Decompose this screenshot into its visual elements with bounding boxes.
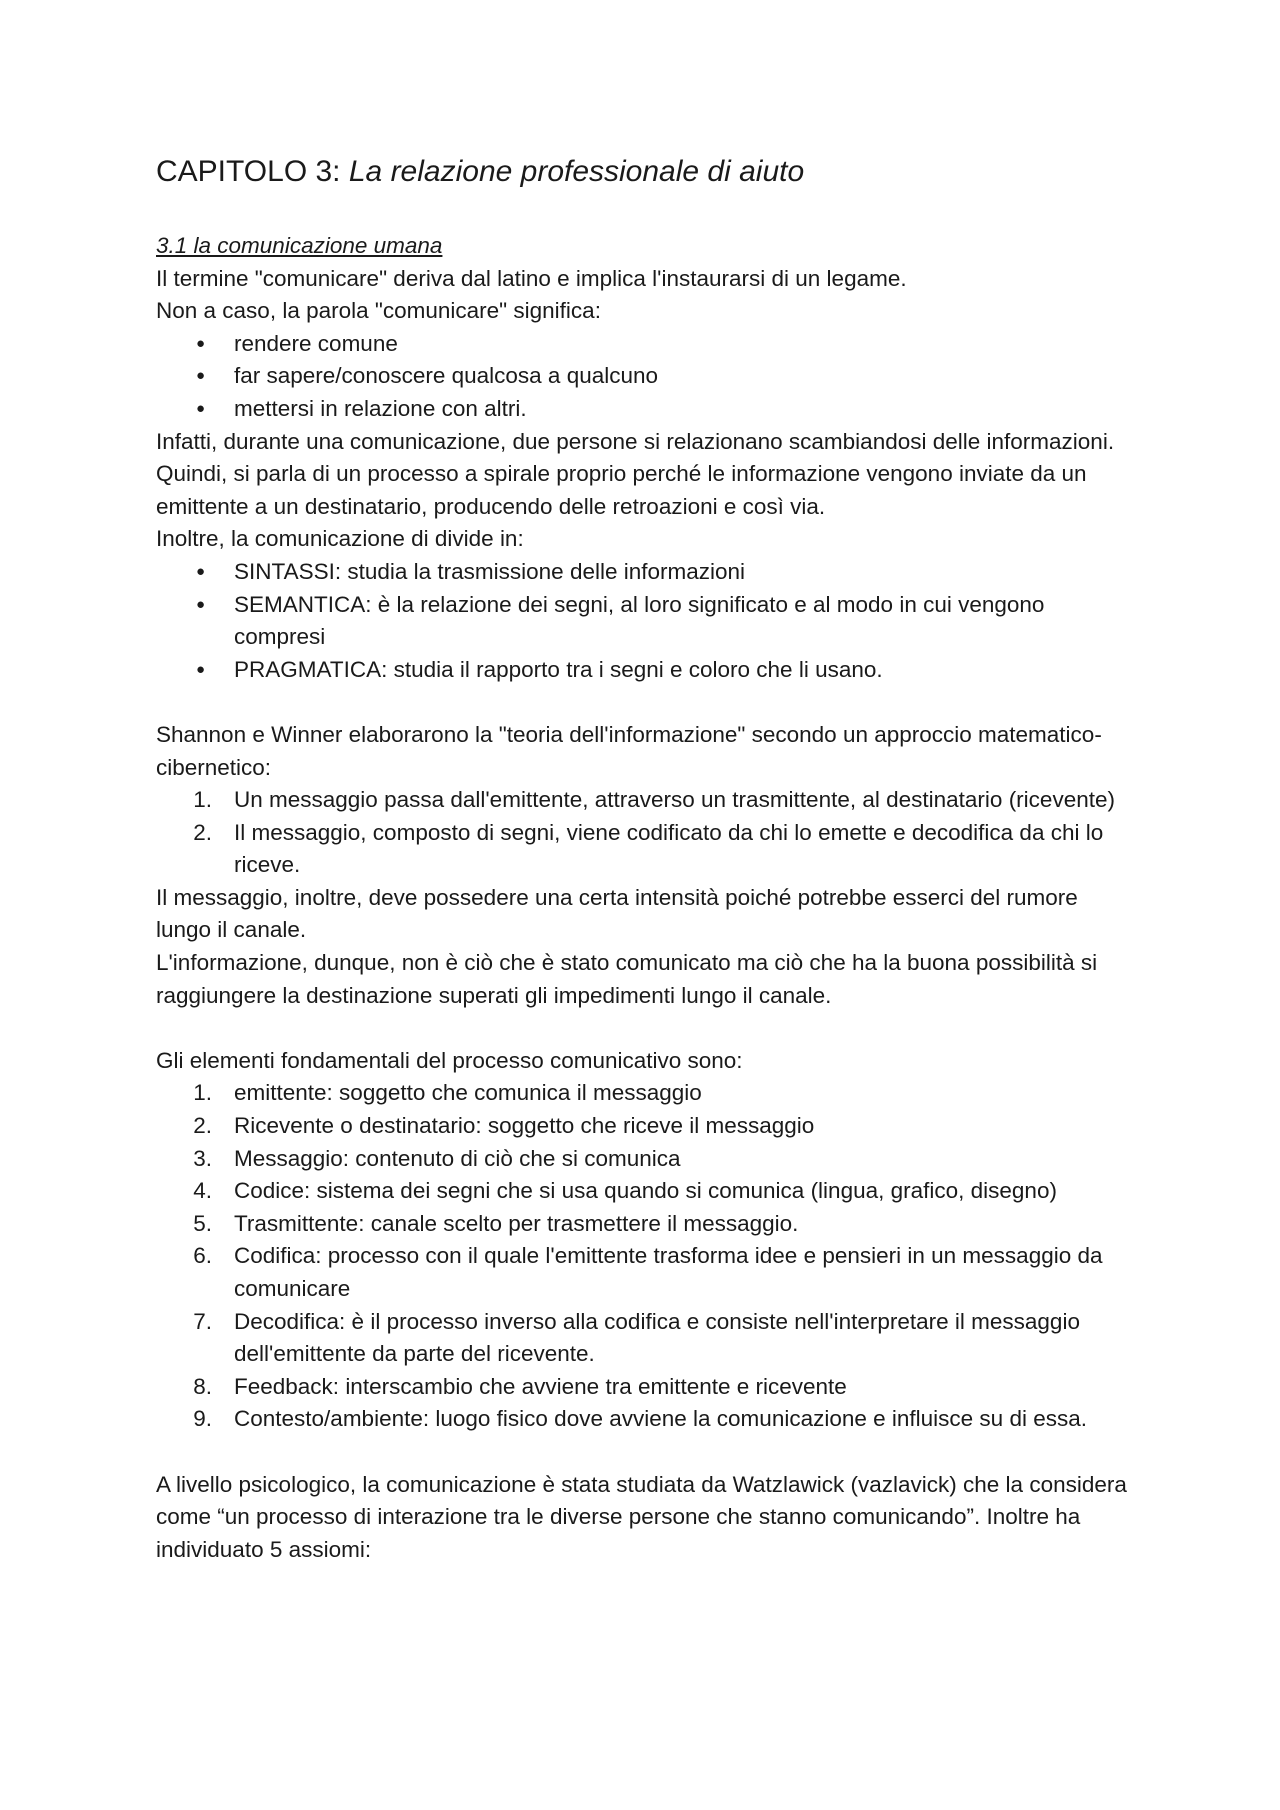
list-number: 1. <box>193 787 212 813</box>
list-number: 3. <box>193 1145 212 1171</box>
bullet-list-divisions <box>156 556 1136 686</box>
paragraph: Gli elementi fondamentali del processo comunicativo sono: <box>156 1047 743 1073</box>
list-item: 5. Trasmittente: canale scelto per trasmettere il messaggio. <box>156 1208 1136 1241</box>
list-number: 7. <box>193 1308 212 1334</box>
list-item: 2. Il messaggio, composto di segni, viene codificato da chi lo emette e decodifica da chi lo riceve. <box>156 817 1136 882</box>
list-number: 2. <box>193 1113 212 1139</box>
chapter-title <box>156 152 1136 192</box>
list-number: 4. <box>193 1178 212 1204</box>
bullet-icon: ● <box>196 367 206 385</box>
paragraph: Il termine "comunicare" deriva dal latino e implica l'instaurarsi di un legame. <box>156 265 907 291</box>
list-item: 6. Codifica: processo con il quale l'emittente trasforma idee e pensieri in un messaggio da comunicare <box>156 1240 1136 1305</box>
bullet-icon: ● <box>196 562 206 580</box>
list-number: 5. <box>193 1210 212 1236</box>
paragraph: L'informazione, dunque, non è ciò che è stato comunicato ma ciò che ha la buona possibilità si raggiungere la destinazione superati gli impedimenti lungo il canale. <box>156 950 1098 1008</box>
bullet-list-meanings <box>156 328 1136 426</box>
list-item: ● far sapere/conoscere qualcosa a qualcuno <box>156 360 1136 393</box>
spacer <box>156 1012 1136 1045</box>
spacer <box>156 1436 1136 1469</box>
numbered-list-shannon <box>156 784 1136 882</box>
list-item: 2. Ricevente o destinatario: soggetto che riceve il messaggio <box>156 1110 1136 1143</box>
bullet-icon: ● <box>196 399 206 417</box>
chapter-title-prefix: CAPITOLO 3: <box>156 155 349 188</box>
list-item: ● SINTASSI: studia la trasmissione delle informazioni <box>156 556 1136 589</box>
list-item: 1. Un messaggio passa dall'emittente, attraverso un trasmittente, al destinatario (ricevente) <box>156 784 1136 817</box>
list-number: 2. <box>193 819 212 845</box>
list-item: 8. Feedback: interscambio che avviene tra emittente e ricevente <box>156 1371 1136 1404</box>
list-item: 3. Messaggio: contenuto di ciò che si comunica <box>156 1143 1136 1176</box>
bullet-icon: ● <box>196 660 206 678</box>
document-page <box>156 152 1136 1566</box>
list-item: 9. Contesto/ambiente: luogo fisico dove avviene la comunicazione e influisce su di essa. <box>156 1403 1136 1436</box>
paragraph: Il messaggio, inoltre, deve possedere una certa intensità poiché potrebbe esserci del rumore lungo il canale. <box>156 884 1078 943</box>
list-item: 7. Decodifica: è il processo inverso alla codifica e consiste nell'interpretare il messaggio dell'emittente da parte del ricevente. <box>156 1306 1136 1371</box>
list-item: ● mettersi in relazione con altri. <box>156 393 1136 426</box>
paragraph: A livello psicologico, la comunicazione è stata studiata da Watzlawick (vazlavick) che la considera come “un processo di interazione tra le diverse persone che stanno comunicando”. Inoltre ha individuato 5 assiomi: <box>156 1471 1127 1562</box>
list-number: 9. <box>193 1406 212 1432</box>
list-number: 1. <box>193 1080 212 1106</box>
numbered-list-elements <box>156 1077 1136 1436</box>
list-number: 6. <box>193 1243 212 1269</box>
spacer <box>156 686 1136 719</box>
list-item: 4. Codice: sistema dei segni che si usa quando si comunica (lingua, grafico, disegno) <box>156 1175 1136 1208</box>
paragraph: Shannon e Winner elaborarono la "teoria dell'informazione" secondo un approccio matematico-cibernetico: <box>156 721 1102 780</box>
list-item: ● SEMANTICA: è la relazione dei segni, al loro significato e al modo in cui vengono compresi <box>156 589 1136 654</box>
paragraph: Non a caso, la parola "comunicare" significa: <box>156 298 601 324</box>
section-heading: 3.1 la comunicazione umana <box>156 233 443 258</box>
list-item: 1. emittente: soggetto che comunica il messaggio <box>156 1077 1136 1110</box>
list-number: 8. <box>193 1373 212 1399</box>
bullet-icon: ● <box>196 334 206 352</box>
paragraph: Inoltre, la comunicazione di divide in: <box>156 526 524 552</box>
chapter-title-italic: La relazione professionale di aiuto <box>348 155 805 188</box>
list-item: ● PRAGMATICA: studia il rapporto tra i segni e coloro che li usano. <box>156 654 1136 687</box>
paragraph: Infatti, durante una comunicazione, due persone si relazionano scambiandosi delle informazioni. Quindi, si parla di un processo a spirale proprio perché le informazione vengono inviate da un emittente a un destinatario, producendo delle retroazioni e così via. <box>156 428 1115 519</box>
bullet-icon: ● <box>196 595 206 613</box>
list-item: ● rendere comune <box>156 328 1136 361</box>
